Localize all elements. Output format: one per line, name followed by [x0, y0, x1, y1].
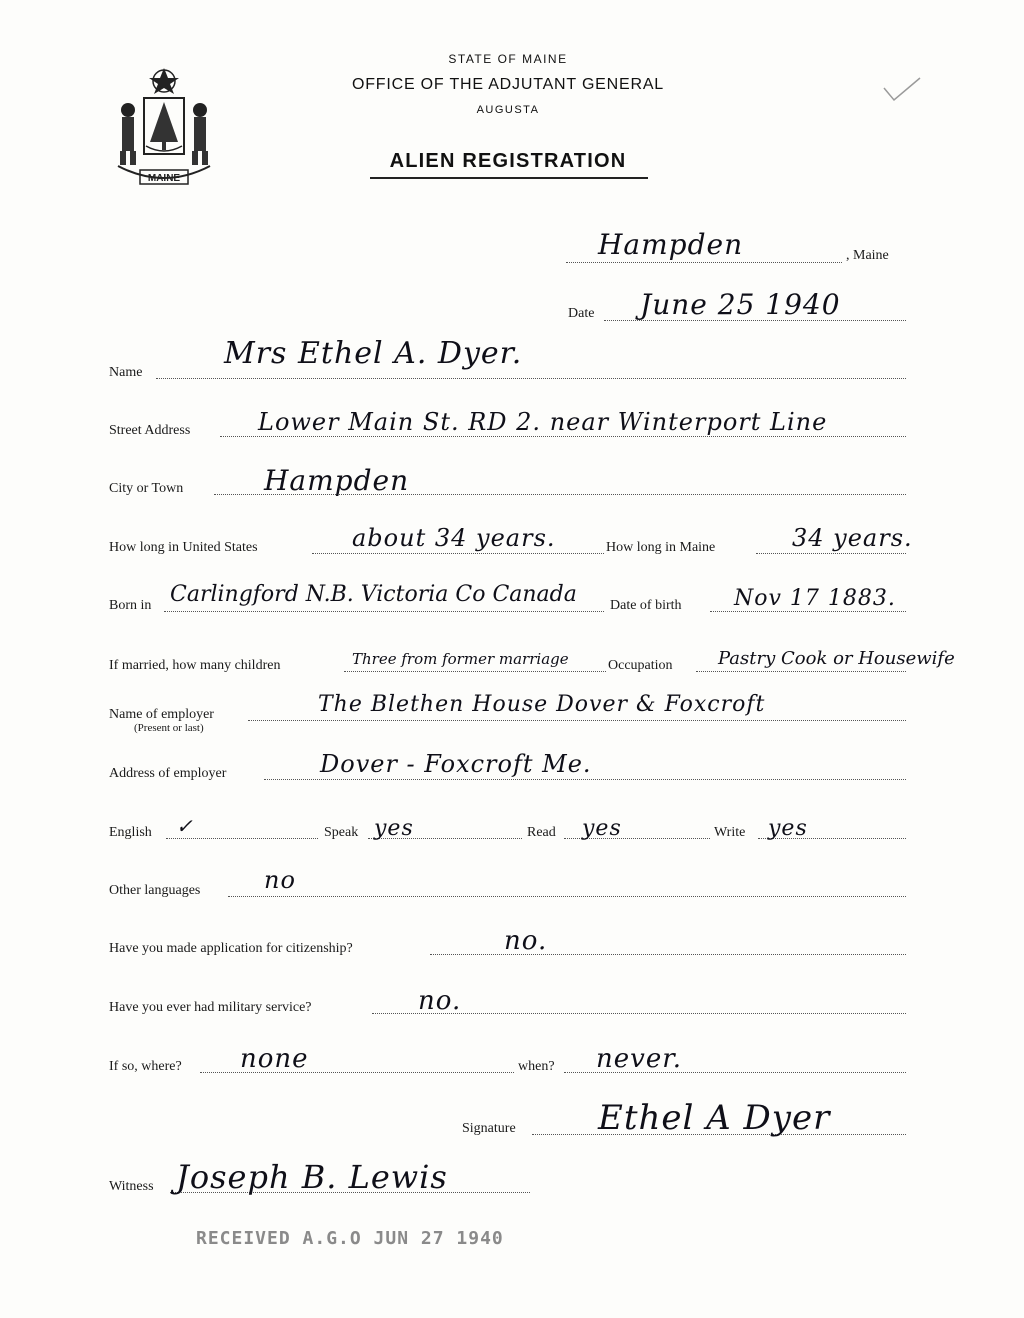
- born-value: Carlingford N.B. Victoria Co Canada: [170, 582, 577, 607]
- checkmark-icon: [880, 74, 924, 104]
- maine-duration-value: 34 years.: [792, 524, 913, 552]
- military-label: Have you ever had military service?: [109, 1000, 312, 1015]
- city-heading: AUGUSTA: [476, 104, 540, 116]
- occupation-label: Occupation: [608, 658, 673, 673]
- where-label: If so, where?: [109, 1059, 182, 1074]
- us-duration-label: How long in United States: [109, 540, 258, 555]
- read-label: Read: [527, 825, 556, 840]
- write-value: yes: [768, 816, 808, 841]
- military-value: no.: [418, 986, 462, 1016]
- dob-label: Date of birth: [610, 598, 682, 613]
- other-languages-value: no: [264, 866, 296, 894]
- employer-address-value: Dover - Foxcroft Me.: [320, 750, 592, 778]
- place-suffix: , Maine: [846, 248, 889, 263]
- other-languages-label: Other languages: [109, 883, 201, 898]
- employer-value: The Blethen House Dover & Foxcroft: [318, 692, 766, 717]
- when-label: when?: [518, 1059, 555, 1074]
- dob-value: Nov 17 1883.: [734, 586, 896, 611]
- occupation-value: Pastry Cook or Housewife: [718, 648, 955, 669]
- street-label: Street Address: [109, 423, 191, 438]
- read-value: yes: [582, 816, 622, 841]
- children-label: If married, how many children: [109, 658, 281, 673]
- maine-duration-label: How long in Maine: [606, 540, 716, 555]
- us-duration-value: about 34 years.: [352, 524, 556, 552]
- name-label: Name: [109, 365, 143, 380]
- where-value: none: [240, 1044, 309, 1074]
- date-label: Date: [568, 306, 595, 321]
- signature-value: Ethel A Dyer: [598, 1098, 831, 1138]
- signature-label: Signature: [462, 1121, 516, 1136]
- speak-label: Speak: [324, 825, 359, 840]
- employer-label: Name of employer: [109, 707, 214, 722]
- place-value: Hampden: [598, 228, 744, 261]
- employer-address-label: Address of employer: [109, 766, 227, 781]
- employer-sublabel: (Present or last): [134, 722, 204, 734]
- city-label: City or Town: [109, 481, 184, 496]
- city-value: Hampden: [264, 464, 410, 497]
- street-value: Lower Main St. RD 2. near Winterport Line: [258, 408, 828, 436]
- speak-value: yes: [374, 816, 414, 841]
- witness-value: Joseph B. Lewis: [176, 1158, 448, 1196]
- born-label: Born in: [109, 598, 152, 613]
- received-stamp: RECEIVED A.G.O JUN 27 1940: [196, 1228, 504, 1249]
- witness-label: Witness: [109, 1179, 154, 1194]
- name-value: Mrs Ethel A. Dyer.: [224, 336, 523, 371]
- citizenship-label: Have you made application for citizenship?: [109, 941, 353, 956]
- form-title: ALIEN REGISTRATION: [389, 150, 627, 172]
- english-label: English: [109, 825, 152, 840]
- state-heading: STATE OF MAINE: [448, 52, 568, 66]
- date-value: June 25 1940: [640, 288, 841, 321]
- english-value: ✓: [176, 814, 194, 838]
- office-heading: OFFICE OF THE ADJUTANT GENERAL: [351, 76, 665, 93]
- children-value: Three from former marriage: [352, 650, 569, 668]
- when-value: never.: [596, 1044, 683, 1074]
- title-underline: [370, 177, 648, 179]
- svg-text:MAINE: MAINE: [147, 173, 181, 184]
- write-label: Write: [714, 825, 746, 840]
- citizenship-value: no.: [504, 926, 548, 956]
